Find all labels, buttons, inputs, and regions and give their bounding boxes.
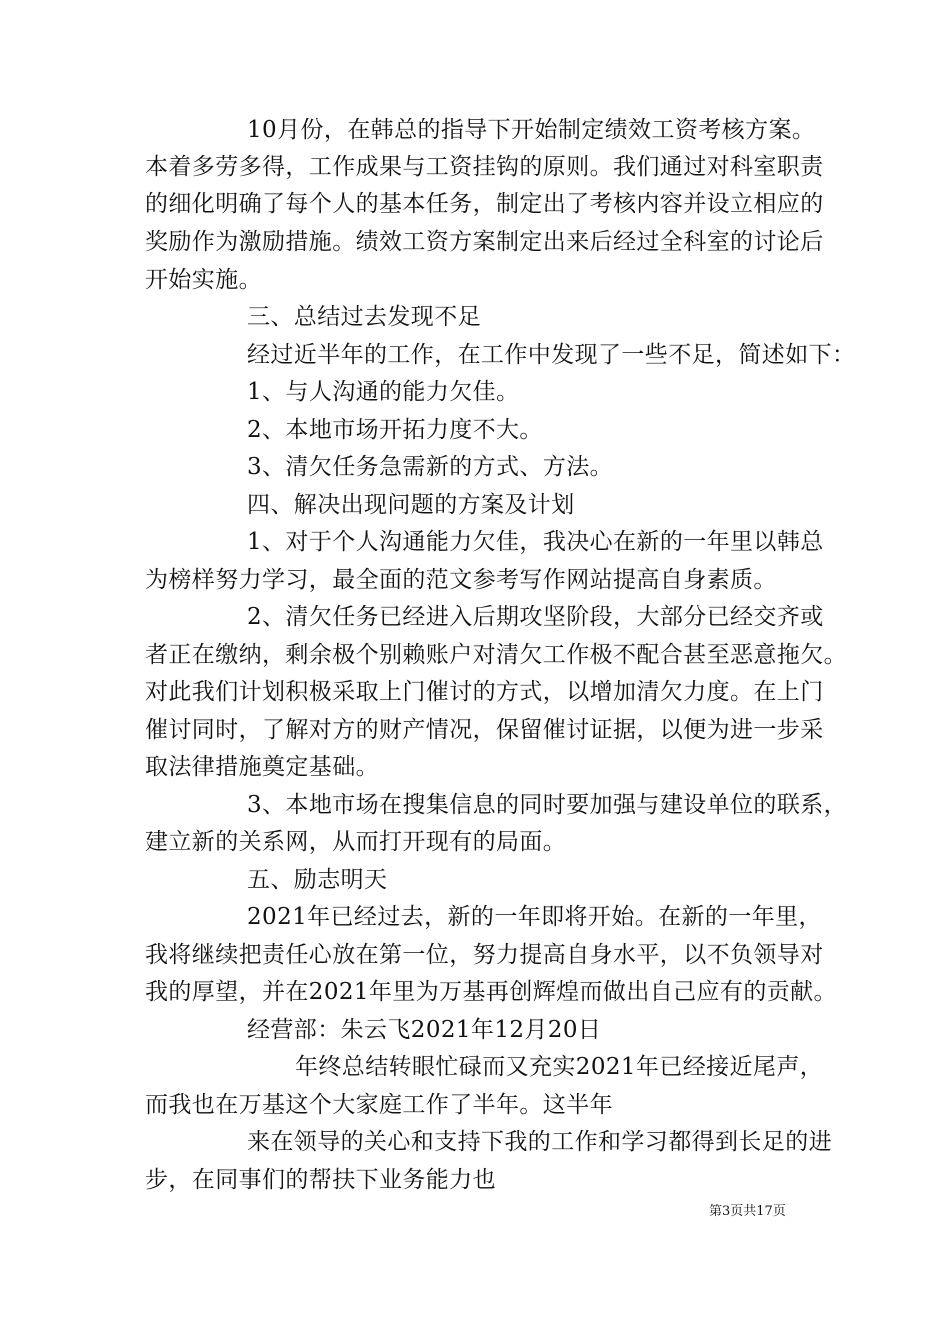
list-item: 3、清欠任务急需新的方式、方法。 [247, 454, 614, 480]
text-line: 而我也在万基这个大家庭工作了半年。这半年 [145, 1092, 613, 1118]
text-line: 我将继续把责任心放在第一位，努力提高自身水平，以不负领导对 [145, 942, 824, 968]
text-line: 催讨同时，了解对方的财产情况，保留催讨证据，以便为进一步采 [145, 717, 824, 743]
text-line: 来在领导的关心和支持下我的工作和学习都得到长足的进 [247, 1129, 832, 1155]
section-heading: 三、总结过去发现不足 [247, 304, 481, 330]
text-line: 的细化明确了每个人的基本任务，制定出了考核内容并设立相应的 [145, 191, 824, 217]
text-line: 2021年已经过去，新的一年即将开始。在新的一年里， [247, 904, 822, 930]
list-item: 1、与人沟通的能力欠佳。 [247, 379, 520, 405]
signature-line: 经营部：朱云飞2021年12月20日 [247, 1017, 602, 1043]
section-heading: 五、励志明天 [247, 867, 388, 893]
text-line: 2、清欠任务已经进入后期攻坚阶段，大部分已经交齐或 [247, 604, 824, 630]
text-line: 1、对于个人沟通能力欠佳，我决心在新的一年里以韩总 [247, 529, 824, 555]
text-line: 对此我们计划积极采取上门催讨的方式，以增加清欠力度。在上门 [145, 679, 824, 705]
list-item: 2、本地市场开拓力度不大。 [247, 417, 543, 443]
text-line: 经过近半年的工作，在工作中发现了一些不足，简述如下： [247, 342, 856, 368]
text-line: 开始实施。 [145, 267, 262, 293]
text-line: 奖励作为激励措施。绩效工资方案制定出来后经过全科室的讨论后 [145, 229, 824, 255]
text-line: 我的厚望，并在2021年里为万基再创辉煌而做出自己应有的贡献。 [145, 979, 837, 1005]
text-line: 10月份，在韩总的指导下开始制定绩效工资考核方案。 [247, 117, 816, 143]
page-number: 第3页共17页 [709, 1204, 786, 1219]
text-line: 建立新的关系网，从而打开现有的局面。 [145, 829, 567, 855]
text-line: 本着多劳多得，工作成果与工资挂钩的原则。我们通过对科室职责 [145, 154, 824, 180]
text-line: 为榜样努力学习，最全面的范文参考写作网站提高自身素质。 [145, 567, 777, 593]
text-line: 3、本地市场在搜集信息的同时要加强与建设单位的联系， [247, 792, 848, 818]
text-line: 年终总结转眼忙碌而又充实2021年已经接近尾声， [295, 1054, 824, 1080]
text-line: 步，在同事们的帮扶下业务能力也 [145, 1167, 496, 1193]
text-line: 取法律措施奠定基础。 [145, 754, 379, 780]
section-heading: 四、解决出现问题的方案及计划 [247, 492, 575, 518]
text-line: 者正在缴纳，剩余极个别赖账户对清欠工作极不配合甚至恶意拖欠。 [145, 642, 847, 668]
